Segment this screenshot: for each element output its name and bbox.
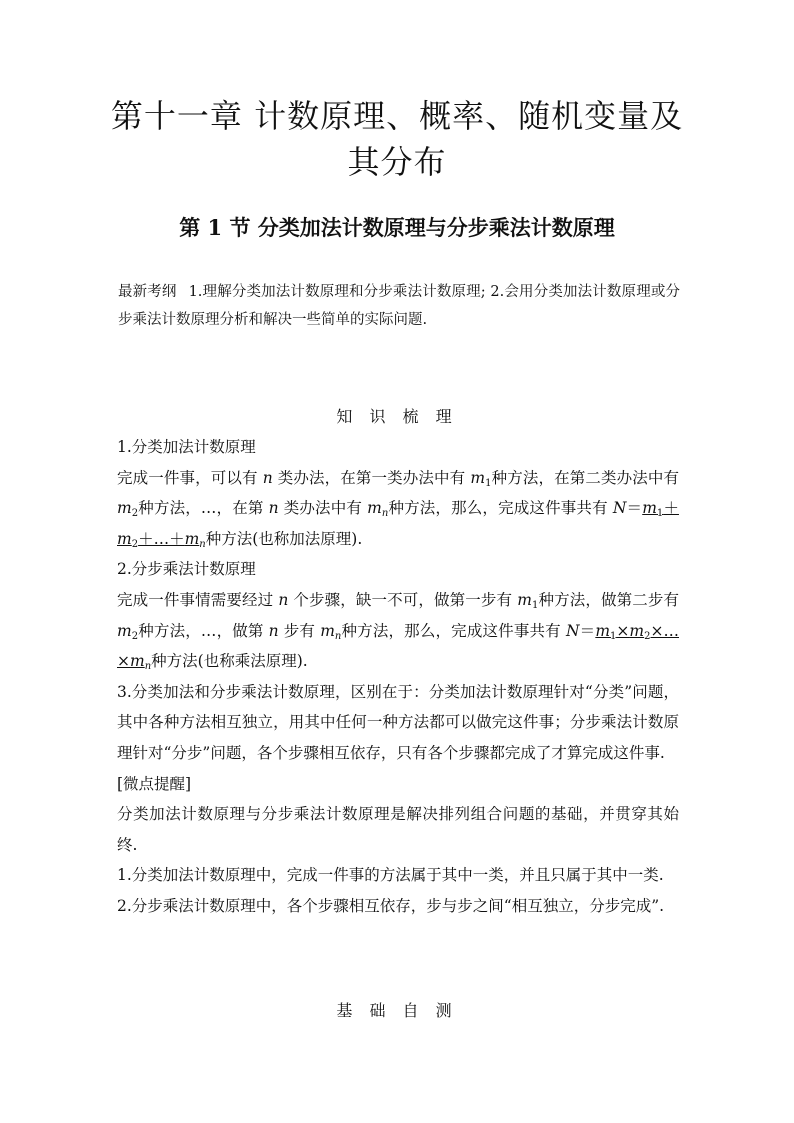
- mul-formula: $m_1\times m_2\times\dots\times m_n$: [117, 621, 679, 673]
- mul-principle-text: 完成一件事情需要经过 n 个步骤，缺一不可，做第一步有 $m_1$种方法，做第二步有 $m_2$种方法，…，做第 n 步有 $m_n$种方法，那么，完成这件事共有 $N=m_1\times m_2\times\dots\times m_n$种方法(也称乘法原理).: [117, 590, 679, 673]
- knowledge-heading: 知 识 梳 理: [336, 407, 458, 426]
- chapter-title-line2: 其分布: [347, 143, 447, 181]
- add-principle-text: 完成一件事，可以有 n 类办法，在第一类办法中有 $m_1$种方法，在第二类办法中有 $m_2$种方法，…，在第 n 类办法中有 $m_n$种方法，那么，完成这件事共有 $N=m_1+m_2+\dots+m_n$种方法(也称加法原理).: [117, 468, 679, 550]
- knowledge-body: [117, 432, 679, 922]
- tip-item-1: 1.分类加法计数原理中，完成一件事的方法属于其中一类，并且只属于其中一类.: [117, 866, 664, 885]
- syllabus-paragraph: [118, 278, 680, 334]
- add-formula: $m_1+m_2+\dots+m_n$: [117, 499, 679, 550]
- tip-label: [微点提醒]: [117, 774, 192, 793]
- add-principle-title: 1.分类加法计数原理: [117, 438, 256, 456]
- tip-item-2: 2.分步乘法计数原理中，各个步骤相互依存，步与步之间“相互独立，分步完成”.: [117, 896, 665, 915]
- mul-principle-title: 2.分步乘法计数原理: [117, 560, 256, 579]
- difference-paragraph: 3.分类加法和分步乘法计数原理，区别在于：分类加法计数原理针对“分类”问题，其中各种方法相互独立，用其中任何一种方法都可以做完这件事；分步乘法计数原理针对“分步”问题，各个步骤相互依存，只有各个步骤都完成了才算完成这件事.: [117, 682, 679, 762]
- chapter-title-line1: 第十一章 计数原理、概率、随机变量及: [110, 97, 684, 135]
- syllabus-label: 最新考纲: [118, 284, 177, 300]
- syllabus-text: 1.理解分类加法计数原理和分步乘法计数原理; 2.会用分类加法计数原理或分步乘法计数原理分析和解决一些简单的实际问题.: [118, 284, 680, 328]
- self-test-heading: 基 础 自 测: [336, 1001, 458, 1020]
- tip-text: 分类加法计数原理与分步乘法计数原理是解决排列组合问题的基础，并贯穿其始终.: [117, 805, 679, 854]
- chapter-title: [100, 93, 694, 185]
- section-title: 第 1 节 分类加法计数原理与分步乘法计数原理: [179, 215, 615, 240]
